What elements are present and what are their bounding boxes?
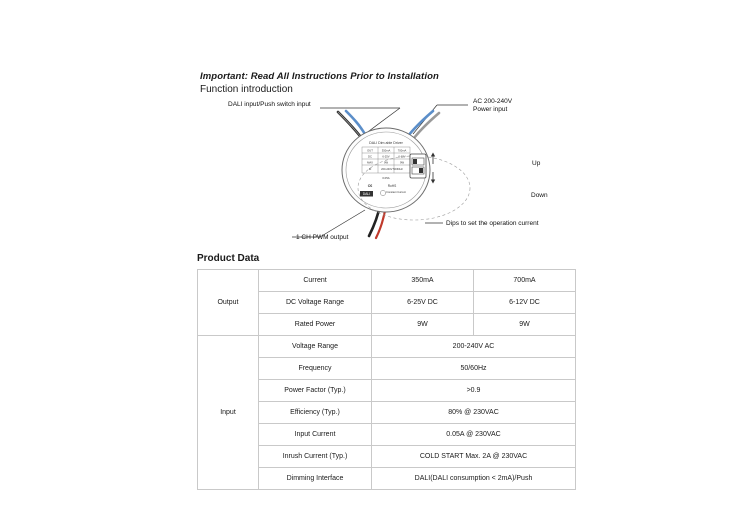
value-input-current: 0.05A @ 230VAC: [372, 424, 576, 446]
svg-text:DC: DC: [368, 155, 372, 159]
svg-text:RoHS: RoHS: [387, 184, 397, 188]
svg-text:6-25V: 6-25V: [382, 155, 390, 159]
product-data-table: [197, 269, 576, 490]
label-dali-input: DALI input/Push switch input: [228, 101, 311, 108]
value-current-350: 350mA: [372, 270, 474, 292]
svg-text:DALI: DALI: [362, 192, 371, 197]
table-row: [198, 270, 576, 292]
label-ac-input-line1: AC 200-240V: [473, 98, 513, 105]
label-ac-input-line2: Power input: [473, 106, 508, 114]
svg-text:0.05A: 0.05A: [382, 176, 390, 180]
svg-text:OUT: OUT: [367, 149, 373, 153]
value-efficiency: 80% @ 230VAC: [372, 402, 576, 424]
value-frequency: 50/60Hz: [372, 358, 576, 380]
svg-text:MAX: MAX: [367, 161, 373, 165]
product-diagram: [200, 92, 600, 252]
label-pwm-output: 1 CH PWM output: [296, 234, 349, 241]
label-up: Up: [532, 160, 541, 167]
value-dc-voltage-700: 6-12V DC: [474, 292, 576, 314]
value-rated-power-700: 9W: [474, 314, 576, 336]
label-down: Down: [531, 192, 548, 199]
svg-text:700mA: 700mA: [397, 149, 407, 153]
important-notice: Important: Read All Instructions Prior to Installation: [200, 71, 439, 82]
ac-wires: [408, 111, 439, 138]
param-efficiency: Efficiency (Typ.): [259, 402, 372, 424]
dali-wires: [338, 111, 366, 136]
param-dimming-interface: Dimming Interface: [259, 468, 372, 490]
value-dc-voltage-350: 6-25V DC: [372, 292, 474, 314]
svg-text:DALI Dim able Driver: DALI Dim able Driver: [369, 141, 403, 145]
driver-body: [342, 128, 470, 220]
param-input-current: Input Current: [259, 424, 372, 446]
label-ac-input: [473, 98, 512, 114]
param-power-factor: Power Factor (Typ.): [259, 380, 372, 402]
svg-text:6-12V: 6-12V: [398, 155, 406, 159]
value-dimming-interface: DALI(DALI consumption < 2mA)/Push: [372, 468, 576, 490]
param-inrush-current: Inrush Current (Typ.): [259, 446, 372, 468]
svg-text:Constant Current: Constant Current: [386, 191, 406, 194]
value-rated-power-350: 9W: [372, 314, 474, 336]
section-output: Output: [198, 270, 259, 336]
svg-text:IN: IN: [368, 168, 372, 171]
param-voltage-range: Voltage Range: [259, 336, 372, 358]
value-voltage-range: 200-240V AC: [372, 336, 576, 358]
svg-text:200-240V 50/60Hz: 200-240V 50/60Hz: [381, 168, 403, 171]
product-data-title: Product Data: [197, 253, 260, 264]
svg-text:350mA: 350mA: [381, 149, 391, 153]
value-current-700: 700mA: [474, 270, 576, 292]
param-rated-power: Rated Power: [259, 314, 372, 336]
function-introduction-title: Function introduction: [200, 84, 293, 95]
diagram-svg: [200, 92, 600, 252]
section-input: Input: [198, 336, 259, 490]
svg-text:9W: 9W: [383, 161, 389, 165]
value-power-factor: >0.9: [372, 380, 576, 402]
param-dc-voltage-range: DC Voltage Range: [259, 292, 372, 314]
svg-text:9W: 9W: [399, 161, 405, 165]
param-current: Current: [259, 270, 372, 292]
param-frequency: Frequency: [259, 358, 372, 380]
svg-text:C€: C€: [367, 184, 373, 188]
table-row: [198, 336, 576, 358]
value-inrush-current: COLD START Max. 2A @ 230VAC: [372, 446, 576, 468]
label-dip-switch: Dips to set the operation current: [446, 220, 539, 227]
